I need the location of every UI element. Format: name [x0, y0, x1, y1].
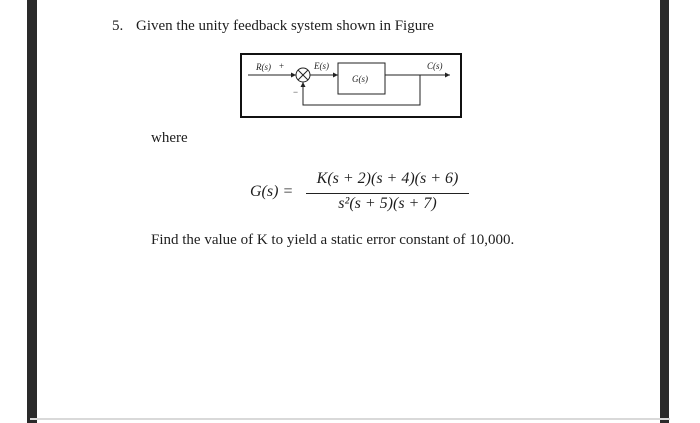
equation-numerator: K(s + 2)(s + 4)(s + 6) — [316, 170, 459, 187]
page-bottom-divider — [30, 418, 670, 420]
block-diagram — [240, 53, 462, 118]
where-text: where — [151, 130, 188, 146]
page-left-border — [27, 0, 37, 423]
instruction-text: Find the value of K to yield a static error constant of 10,000. — [151, 232, 515, 248]
transfer-function-equation — [250, 170, 510, 218]
input-label: R(s) — [256, 62, 271, 72]
minus-sign: − — [293, 87, 299, 97]
plus-sign: + — [279, 61, 285, 71]
output-label: C(s) — [427, 61, 443, 71]
question-number: 5. — [112, 18, 124, 34]
equation-denominator: s²(s + 5)(s + 7) — [338, 195, 437, 212]
plant-label: G(s) — [352, 74, 368, 84]
equation-lhs: G(s) = — [250, 183, 294, 200]
page-right-border — [660, 0, 669, 423]
error-label: E(s) — [314, 61, 329, 71]
question-text: Given the unity feedback system shown in Figure — [136, 18, 434, 34]
